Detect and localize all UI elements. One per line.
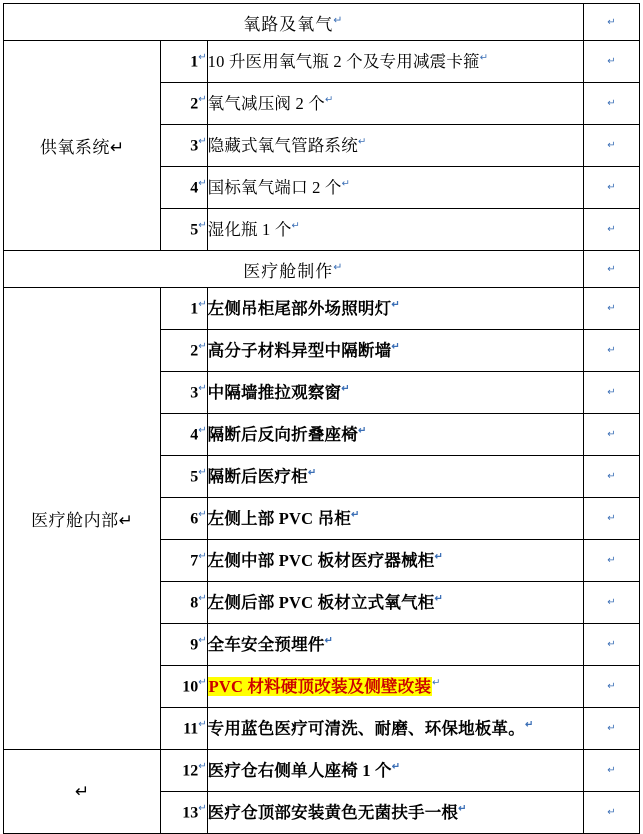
paragraph-mark-icon: ↵ [341,383,350,395]
row-description-text: 隔断后医疗柜 [207,466,308,486]
row-description [207,498,583,540]
row-number [161,372,207,414]
row-number [161,288,207,330]
paragraph-mark-icon: ↵ [198,135,207,147]
row-description [207,750,583,792]
row-description-text: 隐藏式氧气管路系统 [207,135,358,155]
paragraph-mark-icon: ↵ [198,802,207,814]
paragraph-mark-icon: ↵ [351,509,360,521]
paragraph-mark-icon: ↵ [333,13,344,26]
paragraph-mark-icon: ↵ [198,634,207,646]
row-note: ↵ [583,125,639,167]
row-number [161,708,207,750]
row-number [161,624,207,666]
row-number [161,456,207,498]
paragraph-mark-icon: ↵ [198,177,207,189]
row-number-text: 12 [182,762,199,780]
row-description-text: 中隔墙推拉观察窗 [207,382,342,402]
row-note: ↵ [583,209,639,251]
paragraph-mark-icon: ↵ [391,341,400,353]
section-title-cell [4,4,584,41]
section-header-row [4,251,640,288]
row-note: ↵ [583,498,639,540]
section-note-cell: ↵ [583,4,639,41]
paragraph-mark-icon: ↵ [307,467,317,479]
row-number-text: 7 [190,552,199,570]
row-description [207,167,583,209]
row-note: ↵ [583,708,639,750]
row-description-text: 左侧上部 PVC 吊柜 [207,508,351,528]
paragraph-mark-icon: ↵ [198,466,207,478]
paragraph-mark-icon: ↵ [198,382,207,394]
paragraph-mark-icon: ↵ [198,93,207,105]
paragraph-mark-icon: ↵ [333,260,344,273]
row-number-text: 4 [190,179,199,197]
row-number [161,414,207,456]
section-title-text: 医疗舱制作 [243,261,334,281]
document-page [0,3,643,822]
paragraph-mark-icon: ↵ [74,781,90,801]
row-number-text: 10 [182,678,199,696]
section-title-text: 氧路及氧气 [243,14,334,34]
row-description [207,540,583,582]
row-note: ↵ [583,540,639,582]
category-cell-oxygen-system [4,41,161,251]
row-note: ↵ [583,792,639,834]
paragraph-mark-icon: ↵ [434,551,444,563]
row-description-text: 左侧吊柜尾部外场照明灯 [207,298,392,318]
paragraph-mark-icon: ↵ [198,676,207,688]
row-description-text: 全车安全预埋件 [207,634,325,654]
row-note: ↵ [583,582,639,624]
row-number-text: 5 [190,468,199,486]
row-note: ↵ [583,83,639,125]
row-description [207,624,583,666]
row-description-text: 医疗仓顶部安装黄色无菌扶手一根 [207,802,459,822]
row-description [207,792,583,834]
category-cell-empty [4,750,161,834]
row-number-text: 1 [190,300,199,318]
paragraph-mark-icon: ↵ [198,508,207,520]
paragraph-mark-icon: ↵ [198,51,207,63]
row-note: ↵ [583,167,639,209]
row-note: ↵ [583,288,639,330]
paragraph-mark-icon: ↵ [341,178,351,190]
row-number [161,125,207,167]
paragraph-mark-icon: ↵ [198,298,207,310]
category-label: 供氧系统 [39,138,110,157]
row-note: ↵ [583,330,639,372]
row-note: ↵ [583,456,639,498]
row-number [161,209,207,251]
table-row [4,41,640,83]
paragraph-mark-icon: ↵ [458,803,467,815]
row-description-text: 左侧中部 PVC 板材医疗器械柜 [207,550,435,570]
row-number-text: 3 [190,137,199,155]
row-number [161,41,207,83]
row-description [207,288,583,330]
paragraph-mark-icon: ↵ [198,592,207,604]
row-number [161,750,207,792]
row-number-text: 2 [190,95,199,113]
row-number [161,167,207,209]
row-description [207,125,583,167]
highlighted-text: PVC 材料硬顶改装及侧壁改装 [208,676,432,696]
row-description [207,414,583,456]
paragraph-mark-icon: ↵ [118,511,134,530]
row-description-text: 左侧后部 PVC 板材立式氧气柜 [207,592,435,612]
row-description [207,209,583,251]
paragraph-mark-icon: ↵ [198,340,207,352]
row-description [207,330,583,372]
row-number-text: 13 [182,804,199,822]
row-number-text: 4 [190,426,199,444]
section-title-cell [4,251,584,288]
paragraph-mark-icon: ↵ [198,550,207,562]
row-description-text: 医疗仓右侧单人座椅 1 个 [207,760,392,780]
row-number-text: 3 [190,384,199,402]
paragraph-mark-icon: ↵ [291,220,301,232]
row-note: ↵ [583,624,639,666]
section-note-cell: ↵ [583,251,639,288]
paragraph-mark-icon: ↵ [198,219,207,231]
row-number [161,540,207,582]
row-number-text: 11 [183,720,199,738]
row-note: ↵ [583,372,639,414]
paragraph-mark-icon: ↵ [479,52,489,64]
row-number-text: 6 [190,510,199,528]
row-description-text: 湿化瓶 1 个 [207,219,292,239]
row-number-text: 2 [190,342,199,360]
row-description [207,83,583,125]
row-note: ↵ [583,750,639,792]
row-description-text: 国标氧气端口 2 个 [207,177,342,197]
row-number [161,666,207,708]
paragraph-mark-icon: ↵ [109,138,125,157]
row-description-text: 专用蓝色医疗可清洗、耐磨、环保地板革。 [207,718,525,738]
row-note: ↵ [583,666,639,708]
row-description [207,41,583,83]
row-description-text: 隔断后反向折叠座椅 [207,424,358,444]
table-row [4,750,640,792]
paragraph-mark-icon: ↵ [357,425,367,437]
row-number [161,498,207,540]
row-description-text: 氧气减压阀 2 个 [207,93,325,113]
row-description [207,582,583,624]
row-number [161,83,207,125]
row-note: ↵ [583,41,639,83]
row-description [207,372,583,414]
paragraph-mark-icon: ↵ [198,718,207,730]
paragraph-mark-icon: ↵ [324,635,334,647]
paragraph-mark-icon: ↵ [524,719,534,731]
row-description [207,666,583,708]
paragraph-mark-icon: ↵ [434,593,444,605]
row-number [161,582,207,624]
paragraph-mark-icon: ↵ [357,136,367,148]
specification-table [3,3,640,834]
row-number-text: 5 [190,221,199,239]
paragraph-mark-icon: ↵ [198,760,207,772]
section-header-row [4,4,640,41]
paragraph-mark-icon: ↵ [198,424,207,436]
paragraph-mark-icon: ↵ [432,677,441,689]
row-number-text: 1 [190,53,199,71]
row-description-text: 10 升医用氧气瓶 2 个及专用减震卡箍 [207,51,480,71]
paragraph-mark-icon: ↵ [391,761,401,773]
paragraph-mark-icon: ↵ [391,299,400,311]
row-number [161,792,207,834]
category-cell-medical-cabin-interior [4,288,161,750]
row-note: ↵ [583,414,639,456]
table-row [4,288,640,330]
paragraph-mark-icon: ↵ [324,94,334,106]
row-description [207,456,583,498]
row-number [161,330,207,372]
category-label: 医疗舱内部 [31,511,119,530]
row-number-text: 9 [190,636,199,654]
row-description [207,708,583,750]
row-number-text: 8 [190,594,199,612]
row-description-text: 高分子材料异型中隔断墙 [207,340,392,360]
